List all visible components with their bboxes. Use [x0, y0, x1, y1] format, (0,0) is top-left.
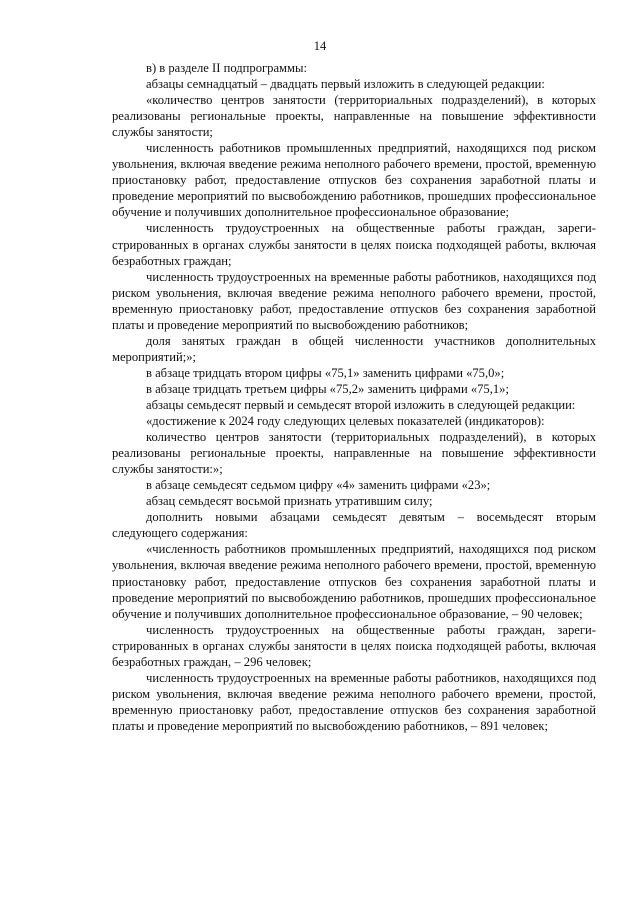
paragraph: «численность работников промышленных предприятий, находящихся под риском увольнения, включая введение режима неполного рабочего времени, простой, временную приостановку работ, предоставление отпусков без сохранения заработной платы и проведение мероприятий по высвобождению работников, прошедших профессиональное обучение и получивших дополнительное профессиональное образование, – 90 человек; — [112, 542, 596, 621]
paragraph: численность трудоустроенных на общественные работы граждан, зарегистрированных в органах службы занятости в целях поиска подходящей работы, включая безработных граждан; — [112, 221, 596, 268]
document-body — [112, 60, 596, 734]
page-number: 14 — [313, 39, 327, 53]
paragraph: численность работников промышленных предприятий, находящихся под риском увольнения, включая введение режима неполного рабочего времени, простой, временную приостановку работ, предоставление отпусков без сохранения заработной платы и проведение мероприятий по высвобождению работников, прошедших профессиональное обучение и получивших дополнительное профессиональное образование; — [112, 141, 596, 220]
paragraph: в абзаце семьдесят седьмом цифру «4» заменить цифрами «23»; — [146, 478, 491, 493]
paragraph: «количество центров занятости (территориальных подразделений), в которых реализованы региональные проекты, направленные на повышение эффективности службы занятости; — [112, 93, 596, 140]
paragraph: в) в разделе II подпрограммы: — [146, 61, 307, 75]
paragraph: количество центров занятости (территориальных подразделений), в которых реализованы региональные проекты, направленные на повышение эффективности службы занятости:»; — [112, 430, 596, 477]
paragraph: доля занятых граждан в общей численности участников дополнительных мероприятий;»; — [112, 333, 596, 364]
paragraph: «достижение к 2024 году следующих целевых показателей (индикаторов): — [146, 414, 545, 429]
paragraph: численность трудоустроенных на общественные работы граждан, зарегистрированных в органах службы занятости в целях поиска подходящей работы, включая безработных граждан, – 296 человек; — [112, 622, 596, 669]
paragraph: в абзаце тридцать втором цифры «75,1» заменить цифрами «75,0»; — [146, 365, 505, 380]
paragraph: численность трудоустроенных на временные работы работников, находящихся под риском увольнения, включая введение режима неполного рабочего времени, простой, временную приостановку работ, предоставление отпусков без сохранения заработной платы и проведение мероприятий по высвобождению работников, – 891 человек; — [112, 670, 596, 733]
paragraph: абзацы семьдесят первый и семьдесят второй изложить в следующей редакции: — [146, 397, 576, 412]
paragraph: в абзаце тридцать третьем цифры «75,2» заменить цифрами «75,1»; — [146, 381, 509, 396]
paragraph: абзац семьдесят восьмой признать утратившим силу; — [146, 494, 433, 509]
paragraph: абзацы семнадцатый – двадцать первый изложить в следующей редакции: — [146, 77, 545, 92]
paragraph: численность трудоустроенных на временные работы работников, находящихся под риском увольнения, включая введение режима неполного рабочего времени, простой, временную приостановку работ, предоставление отпусков без сохранения заработной платы и проведение мероприятий по высвобождению работников; — [112, 269, 596, 332]
paragraph: дополнить новыми абзацами семьдесят девятым – восемьдесят вторым следующего содержания: — [112, 510, 596, 541]
